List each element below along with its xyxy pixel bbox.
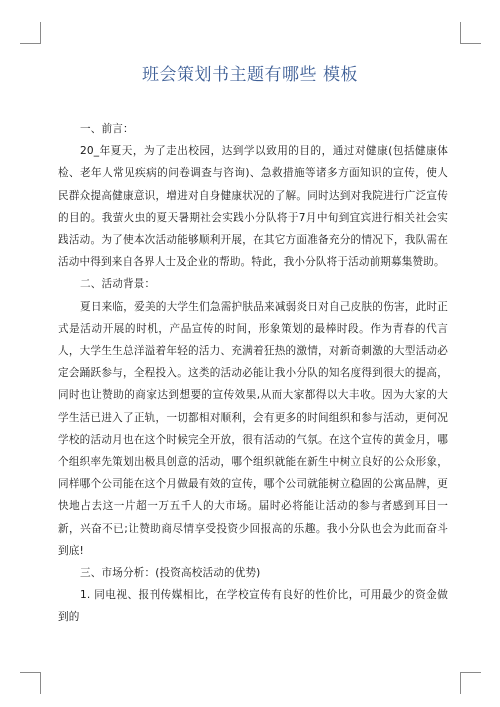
crop-mark xyxy=(40,22,41,44)
paragraph-background: 夏日来临，爱美的大学生们急需护肤品来减弱炎日对自己皮肤的伤害，此时正式是活动开展的时机，产品宣传的时间，形象策划的最棒时段。作为青春的代言人，大学生生总洋溢着年轻的活力、充满着狂热的激情，对新奇刺激的大型活动必定会踊跃参与，全程投入。这类的活动必能让我小分队的知名度得到很大的提高，同时也让赞助的商家达到想要的宣传效果,从而大家都得以大丰收。因为大家的大学生活已进入了正轨，一切都相对顺利，会有更多的时间组织和参与活动，更何况学校的活动月也在这个时候完全开放，很有活动的气氛。在这个宣传的黄金月，哪个组织率先策划出极具创意的活动，哪个组织就能在新生中树立良好的公众形象，同样哪个公司能在这个月做最有效的宣传，哪个公司就能树立稳固的公寓品牌，更快地占去这一片超一万五千人的大市场。届时必将能让活动的参与者感到耳目一新，兴奋不已;让赞助商尽情享受投资少回报高的乐趣。我小分队也会为此而奋斗到底! xyxy=(58,300,448,557)
document-body xyxy=(58,118,448,629)
document-title: 班会策划书主题有哪些 模板 xyxy=(142,65,358,85)
crop-mark xyxy=(460,672,461,694)
paragraph-preface: 20_年夏天，为了走出校园，达到学以致用的目的，通过对健康(包括健康体检、老年人常见疾病的问卷调查与咨询)、急救措施等诸多方面知识的宣传，使人民群众提高健康意识，增进对自身健康状况的了解。同时达到对我院进行广泛宣传的目的。我萤火虫的夏天暑期社会实践小分队将于7月中旬到宜宾进行相关社会实践活动。为了使本次活动能够顺利开展，在其它方面准备充分的情况下，我队需在活动中得到来自各界人士及企业的帮助。特此，我小分队将于活动前期募集赞助。 xyxy=(58,145,448,269)
crop-mark xyxy=(460,43,481,44)
crop-mark xyxy=(20,672,41,673)
section-heading-preface: 一、前言： xyxy=(80,123,134,135)
paragraph-market: 1. 同电视、报刊传媒相比，在学校宣传有良好的性价比，可用最少的资金做到的 xyxy=(58,589,448,624)
crop-mark xyxy=(460,22,461,44)
section-heading-market: 三、市场分析：(投资高校活动的优势) xyxy=(80,567,261,580)
crop-mark xyxy=(460,672,481,673)
section-heading-background: 二、活动背景： xyxy=(80,278,156,291)
crop-mark xyxy=(20,43,41,44)
crop-mark xyxy=(40,672,41,694)
